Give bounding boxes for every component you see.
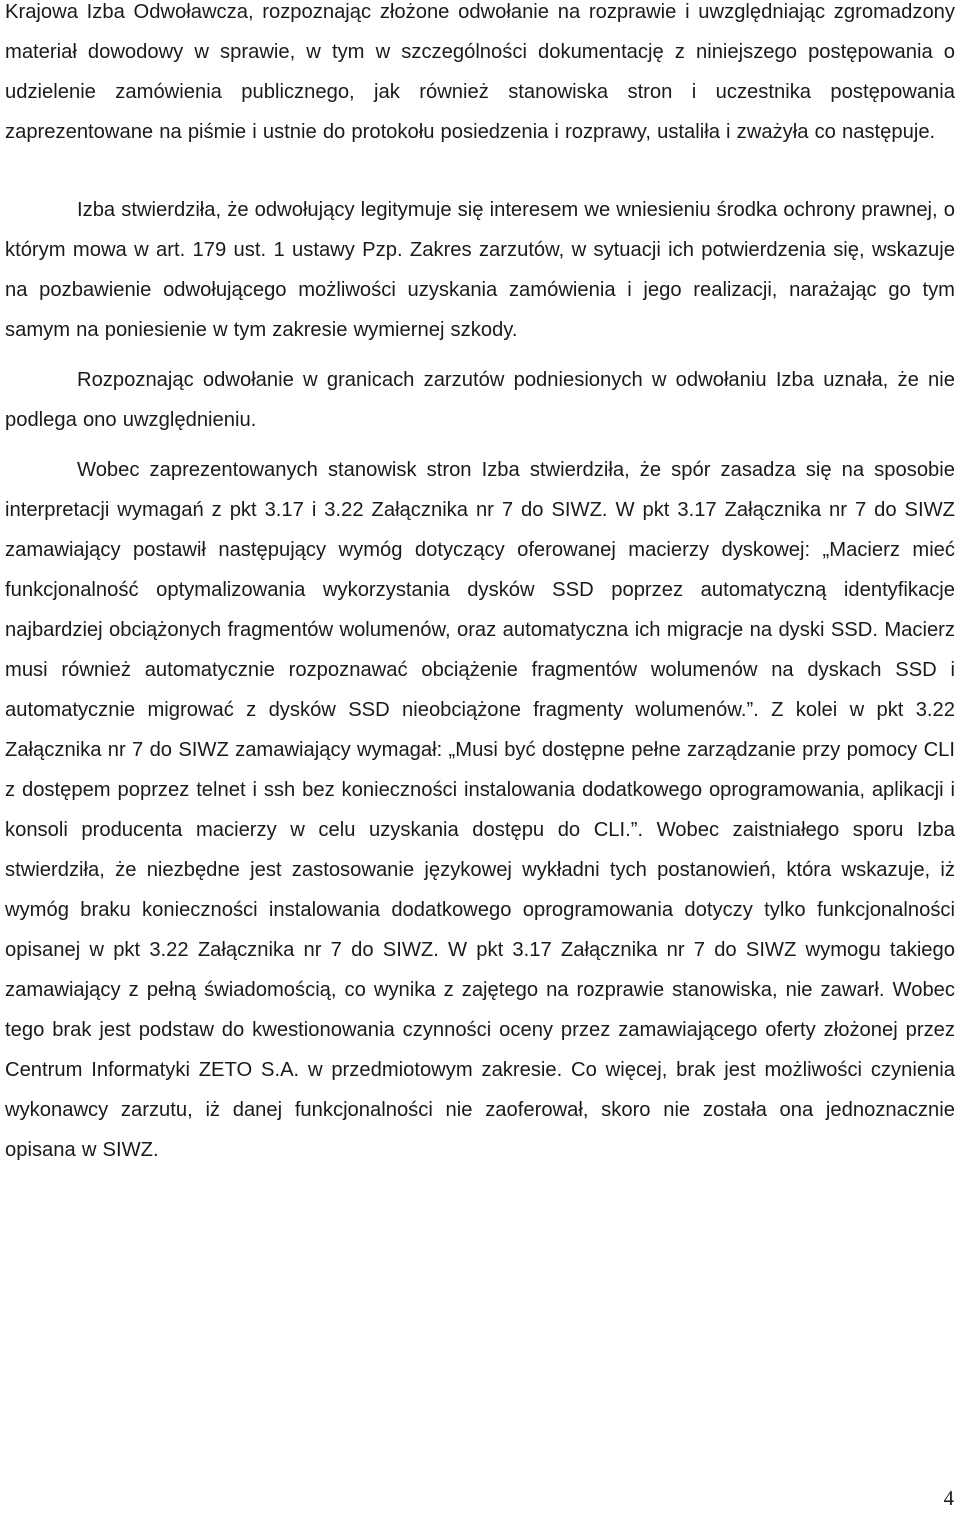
paragraph-ustalenia: Krajowa Izba Odwoławcza, rozpoznając złożone odwołanie na rozprawie i uwzględniając zgromadzony materiał dowodowy w sprawie, w tym w szczególności dokumentację z niniejszego postępowania o udzielenie zamówienia publicznego, jak również stanowiska stron i uczestnika postępowania zaprezentowane na piśmie i ustnie do protokołu posiedzenia i rozprawy, ustaliła i zważyła co następuje. — [5, 1, 955, 143]
document-page — [5, 0, 955, 1170]
page-number: 4 — [943, 1486, 954, 1510]
paragraph-interes: Izba stwierdziła, że odwołujący legitymuje się interesem we wniesieniu środka ochrony prawnej, o którym mowa w art. 179 ust. 1 ustawy Pzp. Zakres zarzutów, w sytuacji ich potwierdzenia się, wskazuje na pozbawienie odwołującego możliwości uzyskania zamówienia i jego realizacji, narażając go tym samym na poniesienie w tym zakresie wymiernej szkody. — [5, 199, 955, 341]
paragraph-uzasadnienie: Wobec zaprezentowanych stanowisk stron Izba stwierdziła, że spór zasadza się na sposobie interpretacji wymagań z pkt 3.17 i 3.22 Załącznika nr 7 do SIWZ. W pkt 3.17 Załącznika nr 7 do SIWZ zamawiający postawił następujący wymóg dotyczący oferowanej macierzy dyskowej: „Macierz mieć funkcjonalność optymalizowania wykorzystania dysków SSD poprzez automatyczną identyfikacje najbardziej obciążonych fragmentów wolumenów, oraz automatyczna ich migracje na dyski SSD. Macierz musi również automatycznie rozpoznawać obciążenie fragmentów wolumenów na dyskach SSD i automatycznie migrować z dysków SSD nieobciążone fragmenty wolumenów.”. Z kolei w pkt 3.22 Załącznika nr 7 do SIWZ zamawiający wymagał: „Musi być dostępne pełne zarządzanie przy pomocy CLI z dostępem poprzez telnet i ssh bez konieczności instalowania dodatkowego oprogramowania, aplikacji i konsoli producenta macierzy w celu uzyskania dostępu do CLI.”. Wobec zaistniałego sporu Izba stwierdziła, że niezbędne jest zastosowanie językowej wykładni tych postanowień, która wskazuje, iż wymóg braku konieczności instalowania dodatkowego oprogramowania dotyczy tylko funkcjonalności opisanej w pkt 3.22 Załącznika nr 7 do SIWZ. W pkt 3.17 Załącznika nr 7 do SIWZ wymogu takiego zamawiający z pełną świadomością, co wynika z zajętego na rozprawie stanowiska, nie zawarł. Wobec tego brak jest podstaw do kwestionowania czynności oceny przez zamawiającego oferty złożonej przez Centrum Informatyki ZETO S.A. w przedmiotowym zakresie. Co więcej, brak jest możliwości czynienia wykonawcy zarzutu, iż danej funkcjonalności nie zaoferował, skoro nie została ona jednoznacznie opisana w SIWZ. — [5, 459, 955, 1161]
paragraph-rozstrzygniecie: Rozpoznając odwołanie w granicach zarzutów podniesionych w odwołaniu Izba uznała, że nie podlega ono uwzględnieniu. — [5, 369, 955, 431]
